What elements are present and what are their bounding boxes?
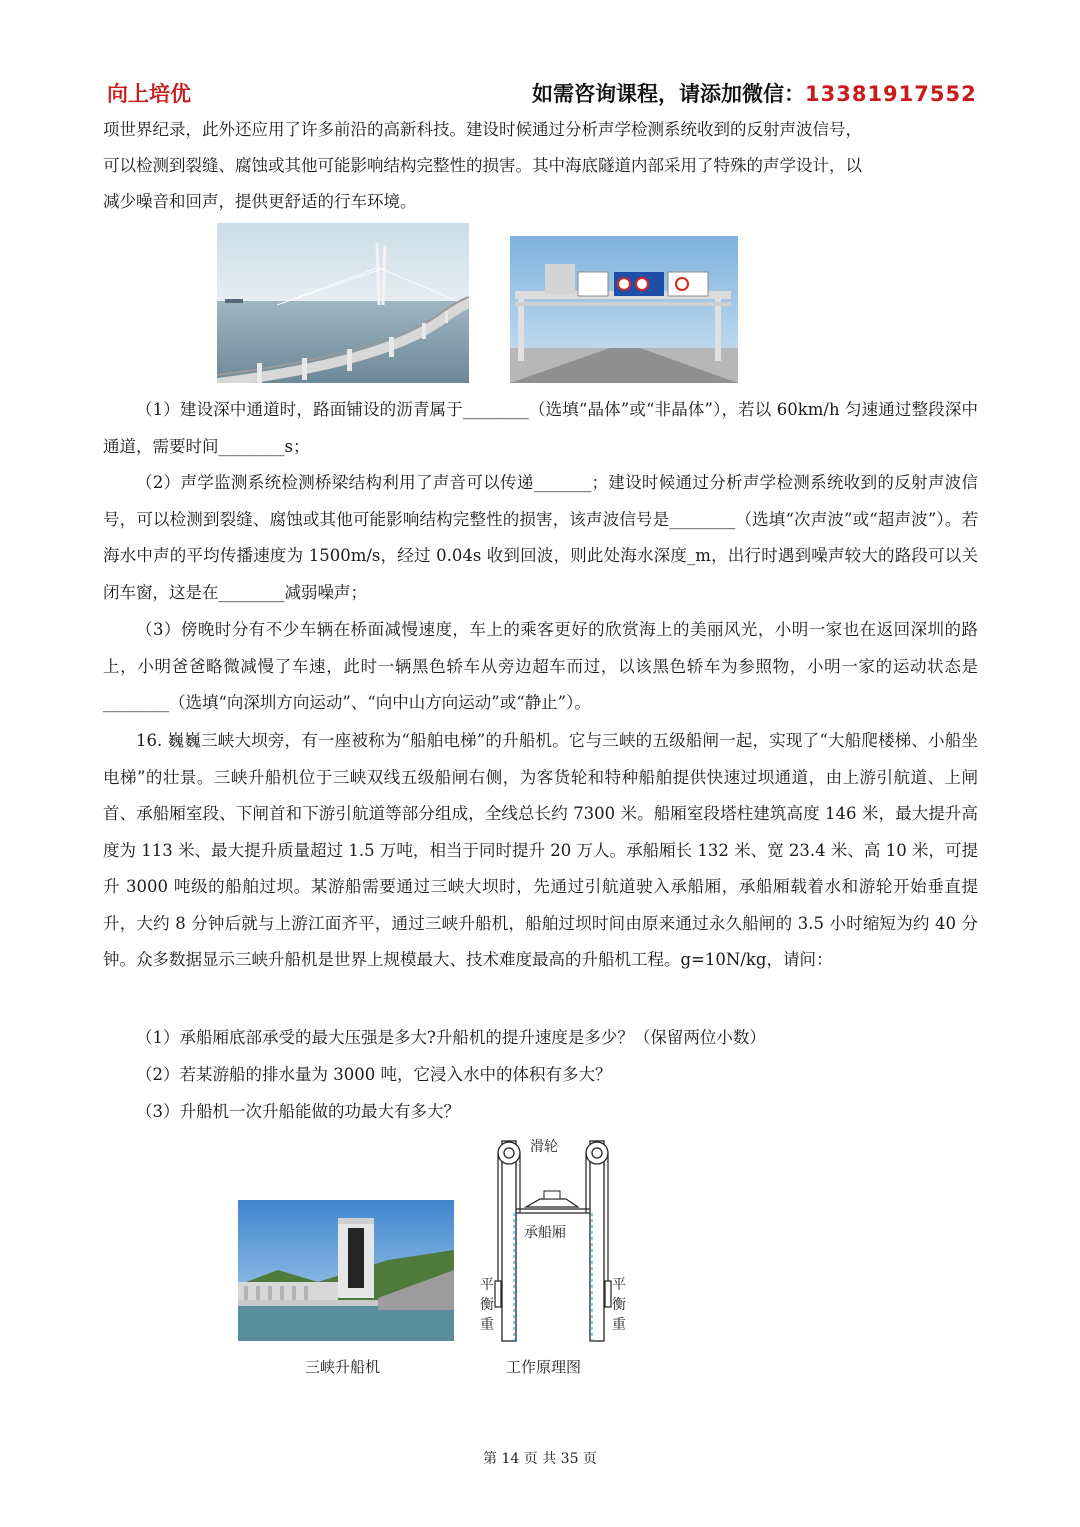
diagram-caption: 工作原理图: [506, 1358, 582, 1376]
left-counterweight-char-2: 衡: [480, 1297, 494, 1313]
principle-diagram: [478, 1133, 628, 1345]
intro-line-2: 可以检测到裂缝、腐蚀或其他可能影响结构完整性的损害。其中海底隧道内部采用了特殊的声学设计，以: [103, 156, 862, 175]
right-counterweight-char-2: 衡: [612, 1297, 626, 1313]
contact-phone: 13381917552: [805, 82, 977, 106]
gantry-photo: [510, 236, 738, 383]
pulley-label: 滑轮: [530, 1139, 558, 1155]
q15-part-3: （3）傍晚时分有不少车辆在桥面减慢速度，车上的乘客更好的欣赏海上的美丽风光，小明一家也在返回深圳的路上，小明爸爸略微减慢了车速，此时一辆黑色轿车从旁边超车而过，以该黑色轿车为参照物，小明一家的运动状态是________（选填“向深圳方向运动”、“向中山方向运动”或“静止”）。: [103, 620, 978, 712]
right-counterweight-char-1: 平: [612, 1277, 626, 1293]
contact-label: 如需咨询课程，请添加微信：: [532, 82, 805, 106]
ship-lift-photo: [238, 1200, 454, 1341]
q15-part-1: （1）建设深中通道时，路面铺设的沥青属于________（选填“晶体”或“非晶体”），若以 60km/h 匀速通过整段深中通道，需要时间________s；: [103, 400, 978, 456]
page-number: 第 14 页 共 35 页: [483, 1451, 597, 1467]
intro-line-1: 项世界纪录，此外还应用了许多前沿的高新科技。建设时候通过分析声学检测系统收到的反射声波信号，: [103, 120, 862, 139]
cabin-label: 承船厢: [524, 1225, 566, 1241]
left-counterweight-char-3: 重: [480, 1317, 494, 1333]
left-counterweight-char-1: 平: [480, 1277, 494, 1293]
q16-intro: 16. 巍巍三峡大坝旁，有一座被称为“船舶电梯”的升船机。它与三峡的五级船闸一起，实现了“大船爬楼梯、小船坐电梯”的壮景。三峡升船机位于三峡双线五级船闸右侧，为客货轮和特种船舶提供快速过坝通道，由上游引航道、上闸首、承船厢室段、下闸首和下游引航道等部分组成，全线总长约 7300 米。船厢室段塔柱建筑高度 146 米，最大提升高度为 113 米、最大提升质量超过 1.5 万吨，相当于同时提升 20 万人。承船厢长 132 米、宽 23.4 米、高 10 米，可提升 3000 吨级的船舶过坝。某游船需要通过三峡大坝时，先通过引航道驶入承船厢，承船厢载着水和游轮开始垂直提升，大约 8 分钟后就与上游江面齐平，通过三峡升船机，船舶过坝时间由原来通过永久船闸的 3.5 小时缩短为约 40 分钟。众多数据显示三峡升船机是世界上规模最大、技术难度最高的升船机工程。g=10N/kg，请问：: [103, 731, 978, 969]
bridge-photo: [217, 223, 469, 383]
brand-title: 向上培优: [107, 82, 191, 106]
q16-part-1: （1）承船厢底部承受的最大压强是多大?升船机的提升速度是多少？（保留两位小数）: [136, 1028, 766, 1047]
q15-part-2: （2）声学监测系统检测桥梁结构利用了声音可以传递_______；建设时候通过分析声学检测系统收到的反射声波信号，可以检测到裂缝、腐蚀或其他可能影响结构完整性的损害，该声波信号是________（选填“次声波”或“超声波”）。若海水中声的平均传播速度为 1500m/s，经过 0.04s 收到回波，则此处海水深度_m，出行时遇到噪声较大的路段可以关闭车窗，这是在________减弱噪声；: [103, 473, 978, 602]
q16-part-2: （2）若某游船的排水量为 3000 吨，它浸入水中的体积有多大？: [136, 1065, 612, 1084]
photo-caption: 三峡升船机: [305, 1358, 381, 1376]
right-counterweight-char-3: 重: [612, 1317, 626, 1333]
intro-line-3: 减少噪音和回声，提供更舒适的行车环境。: [103, 192, 417, 211]
contact-line: [532, 78, 977, 108]
q16-part-3: （3）升船机一次升船能做的功最大有多大？: [136, 1102, 460, 1121]
